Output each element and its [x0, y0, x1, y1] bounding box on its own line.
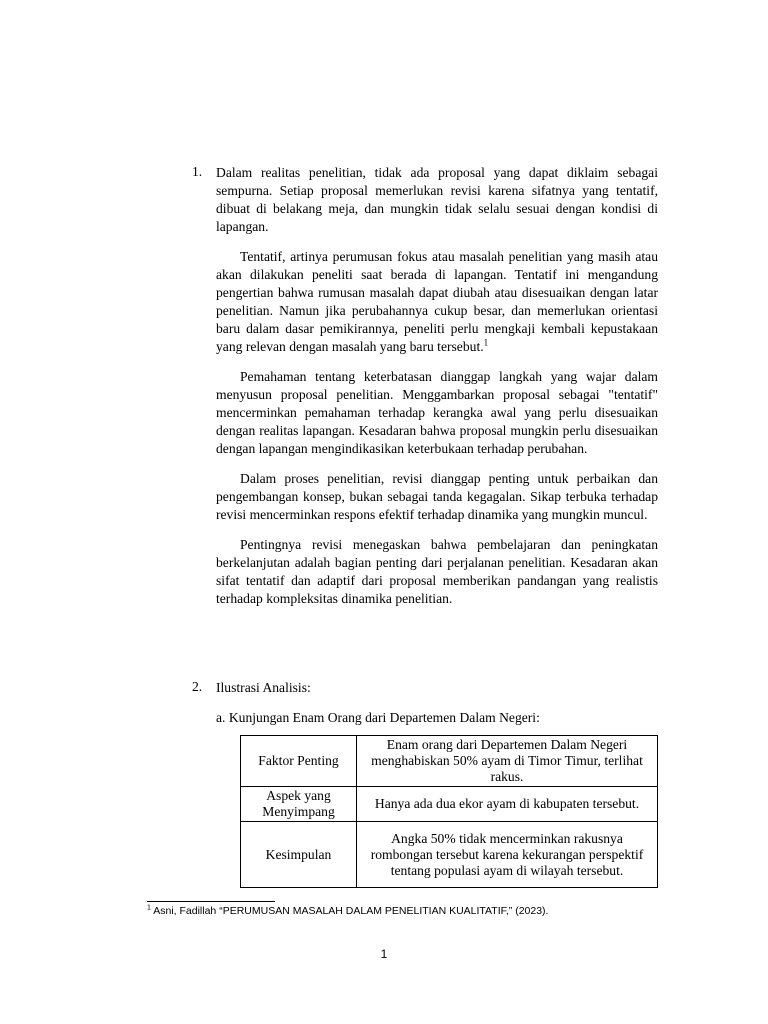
table-key-cell: Faktor Penting — [241, 736, 357, 787]
table-row — [241, 787, 658, 822]
list-number: 2. — [192, 679, 203, 694]
paragraph: Dalam proses penelitian, revisi dianggap penting untuk perbaikan dan pengembangan konsep, bukan sebagai tanda kegagalan. Sikap terbuka terhadap revisi mencerminkan respons efektif terhadap dinamika yang mungkin muncul. — [216, 471, 658, 522]
section-title: Ilustrasi Analisis: — [216, 680, 311, 695]
table-key-cell: Aspek yang Menyimpang — [241, 787, 357, 822]
subheading: a. Kunjungan Enam Orang dari Departemen Dalam Negeri: — [216, 710, 540, 725]
table-row — [241, 822, 658, 888]
table-value-cell: Hanya ada dua ekor ayam di kabupaten tersebut. — [357, 787, 658, 822]
table-value-cell: Angka 50% tidak mencerminkan rakusnya rombongan tersebut karena kekurangan perspektif tentang populasi ayam di wilayah tersebut. — [357, 822, 658, 888]
list-item-2 — [192, 679, 658, 888]
footnote-mark: 1 — [147, 904, 151, 912]
table-value-cell: Enam orang dari Departemen Dalam Negeri menghabiskan 50% ayam di Timor Timur, terlihat rakus. — [357, 736, 658, 787]
analysis-table — [240, 735, 658, 888]
paragraph-text: Tentatif, artinya perumusan fokus atau masalah penelitian yang masih atau akan dilakukan peneliti saat berada di lapangan. Tentatif ini mengandung pengertian bahwa rumusan masalah dapat diubah atau disesuaikan dengan latar penelitian. Namun jika perubahannya cukup besar, dan memerlukan orientasi baru dalam dasar pemikirannya, peneliti perlu mengkaji kembali kepustakaan yang relevan dengan masalah yang baru tersebut. — [216, 249, 658, 354]
footnote-text: Asni, Fadillah “PERUMUSAN MASALAH DALAM PENELITIAN KUALITATIF,” (2023). — [150, 905, 549, 917]
footnote — [147, 905, 548, 917]
list-item-1 — [192, 164, 658, 608]
footnote-separator — [147, 901, 275, 902]
paragraph: Pentingnya revisi menegaskan bahwa pembelajaran dan peningkatan berkelanjutan adalah bagian penting dari perjalanan penelitian. Kesadaran akan sifat tentatif dan adaptif dari proposal memberikan pandangan yang realistis terhadap kompleksitas dinamika penelitian. — [216, 537, 658, 606]
table-row — [241, 736, 658, 787]
paragraph: Pemahaman tentang keterbatasan dianggap langkah yang wajar dalam menyusun proposal penelitian. Menggambarkan proposal sebagai "tentatif" mencerminkan pemahaman terhadap kerangka awal yang perlu disesuaikan dengan realitas lapangan. Kesadaran bahwa proposal mungkin perlu disesuaikan dengan lapangan mengindikasikan keterbukaan terhadap perubahan. — [216, 369, 658, 456]
list-number: 1. — [192, 164, 203, 179]
footnote-reference[interactable]: 1 — [483, 337, 489, 348]
paragraph: Dalam realitas penelitian, tidak ada proposal yang dapat diklaim sebagai sempurna. Setiap proposal memerlukan revisi karena sifatnya yang tentatif, dibuat di belakang meja, dan mungkin tidak selalu sesuai dengan kondisi di lapangan. — [216, 165, 658, 234]
table-key-cell: Kesimpulan — [241, 822, 357, 888]
page-number: 1 — [380, 947, 388, 961]
paragraph-with-footnote — [216, 248, 658, 356]
